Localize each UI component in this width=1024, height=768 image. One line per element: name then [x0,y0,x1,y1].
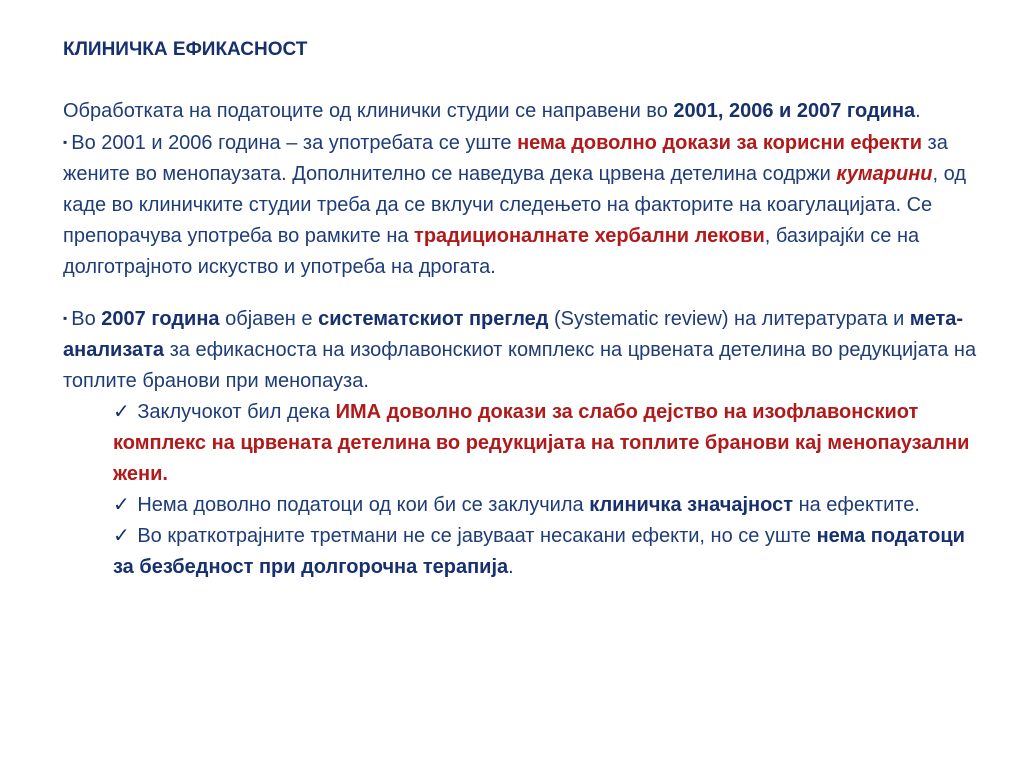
bullet2-text-2: објавен е [219,308,319,330]
square-bullet-icon: ▪ [63,311,68,325]
bullet1-text-1: Во 2001 и 2006 година – за употребата се уште [71,132,518,154]
bullet-2001-2006 [63,127,983,283]
slide-content [63,36,983,583]
bullet1-text-4: , базирајќи се на долготрајното искуство и употреба на дрогата. [63,225,920,278]
check2-text-1: Нема доволно податоци од кои би се заклучила [131,494,590,516]
intro-period: . [915,100,921,122]
check2-text-2: на ефектите. [793,494,920,516]
checkmark-icon: ✓ [113,401,130,423]
checkmark-icon: ✓ [113,525,130,547]
spacer [63,64,983,96]
intro-paragraph [63,96,983,127]
bullet2-year: 2007 година [101,308,220,330]
bullet2-text-4: за ефикасноста на изофлавонскиот комплекс на црвената детелина во редукцијата на топлите бранови при менопауза. [63,339,977,392]
bullet1-highlight-coumarins: кумарини [836,163,933,185]
bullet2-systematic-review: систематскиот преглед [318,308,549,330]
bullet2-text-1: Во [71,308,102,330]
bullet2-text-3: (Systematic review) на литературата и [548,308,910,330]
bullet1-text-2: за жените во менопаузата. Дополнително се наведува дека црвена детелина содржи [63,132,948,185]
check3-text-1: Во краткотрајните третмани не се јавуваат несакани ефекти, но се уште [131,525,817,547]
bullet2-meta-analysis: мета-анализата [63,308,964,361]
check-item-significance [113,490,983,521]
checkmark-icon: ✓ [113,494,130,516]
bullet1-highlight-herbal: традиционалнате хербални лекови [414,225,765,247]
bullet-2007 [63,303,983,397]
check-item-conclusion [113,397,983,490]
check3-highlight: нема податоци за безбедност при долгорочна терапија [113,525,965,578]
check3-text-2: . [508,556,514,578]
spacer [63,283,983,303]
intro-years: 2001, 2006 и 2007 година [673,100,916,122]
square-bullet-icon: ▪ [63,135,68,149]
check1-text: Заклучокот бил дека [131,401,336,423]
intro-text: Обработката на податоците од клинички студии се направени во [63,100,674,122]
slide-title: КЛИНИЧКА ЕФИКАСНОСТ [63,39,308,60]
check-item-safety [113,521,983,583]
bullet1-highlight-evidence: нема доволно докази за корисни ефекти [517,132,922,154]
check2-highlight: клиничка значајност [589,494,794,516]
bullet1-text-3: , од каде во клиничките студии треба да се вклучи следењето на факторите на коагулацијата. Се препорачува употреба во рамките на [63,163,966,247]
check1-highlight: ИМА доволно докази за слабо дејство на изофлавонскиот комплекс на црвената детелина во редукцијата на топлите бранови кај менопаузални жени. [113,401,970,485]
